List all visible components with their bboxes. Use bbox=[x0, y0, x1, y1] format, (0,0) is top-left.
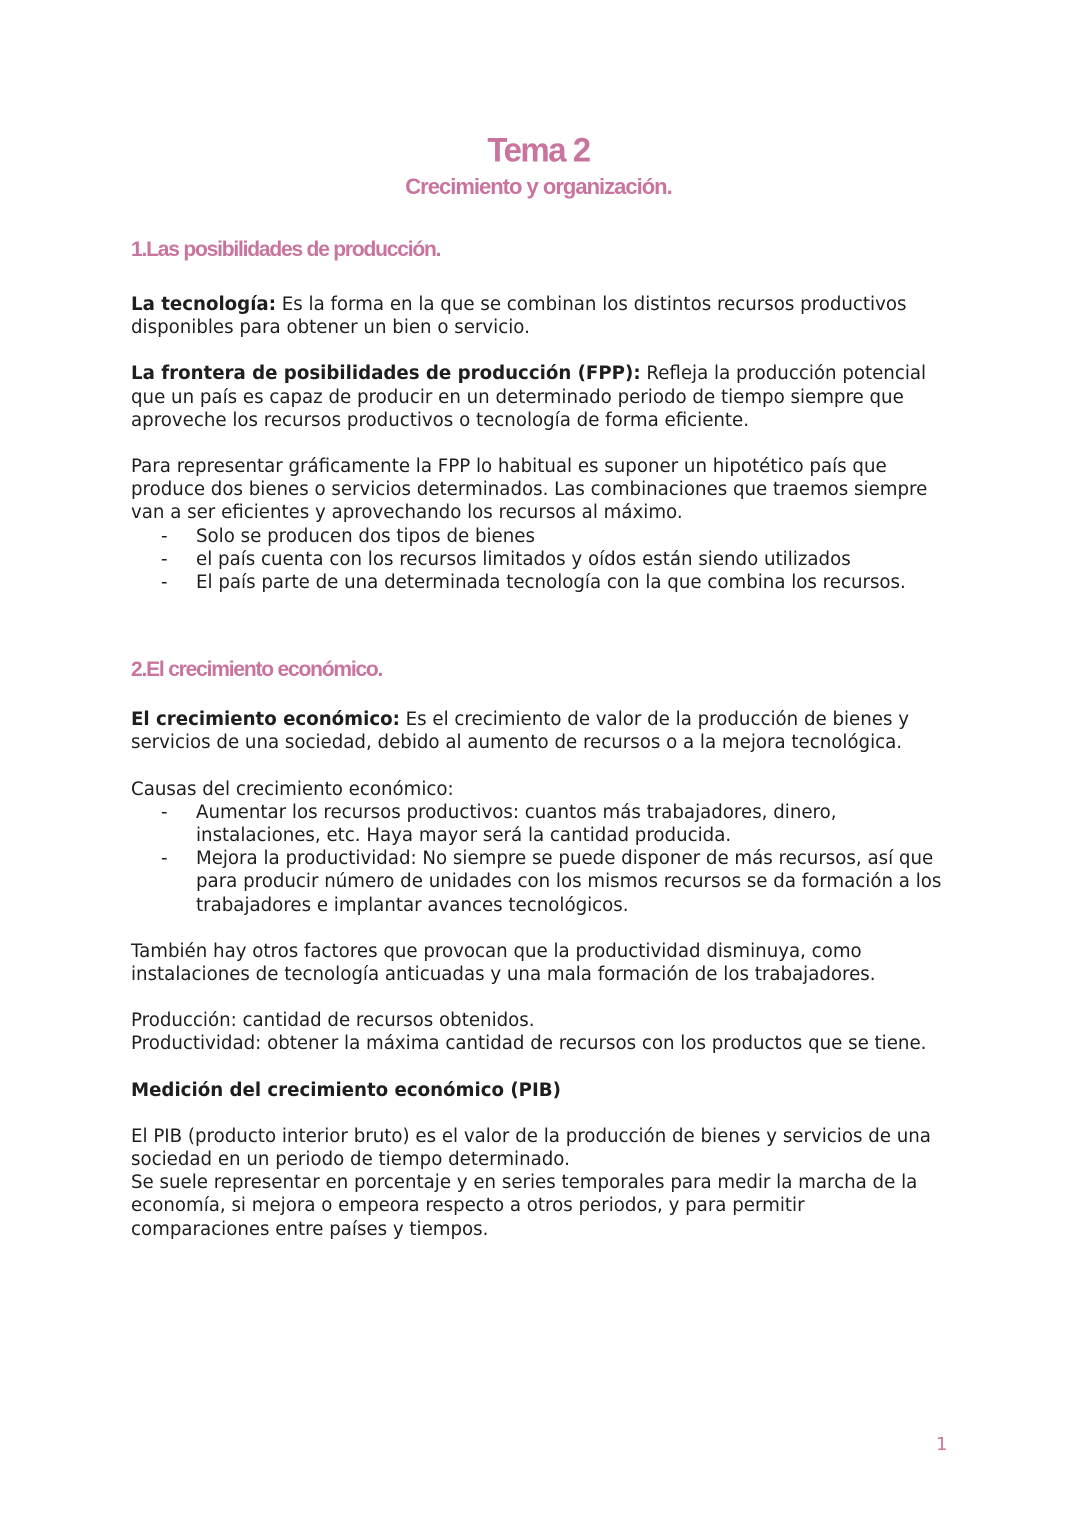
section-heading-posibilidades: 1.Las posibilidades de producción. bbox=[131, 238, 441, 261]
paragraph-pib-representacion: Se suele representar en porcentaje y en series temporales para medir la marcha de la economía, si mejora o empeora respecto a otros periodos, y para permitir comparaciones entre países y tiempos. bbox=[131, 1172, 918, 1240]
definition-crecimiento: Es el crecimiento de valor de la producción de bienes y servicios de una sociedad, debido al aumento de recursos o a la mejora tecnológica. bbox=[131, 709, 909, 754]
fpp-assumptions-list bbox=[131, 525, 946, 595]
paragraph-causas-intro: Causas del crecimiento económico: bbox=[131, 778, 454, 800]
section-heading-crecimiento: 2.El crecimiento económico. bbox=[131, 658, 383, 682]
list-item: - El país parte de una determinada tecnología con la que combina los recursos. bbox=[161, 572, 906, 594]
subheading-pib: Medición del crecimiento económico (PIB) bbox=[131, 1079, 561, 1101]
paragraph-produccion: Producción: cantidad de recursos obtenidos. bbox=[131, 1010, 535, 1032]
page-number: 1 bbox=[936, 1434, 948, 1455]
dash-bullet: - bbox=[161, 548, 168, 570]
list-item: - Solo se producen dos tipos de bienes bbox=[161, 525, 535, 547]
definition-tecnologia: Es la forma en la que se combinan los distintos recursos productivos disponibles para obtener un bien o servicio. bbox=[131, 294, 907, 339]
term-crecimiento: El crecimiento económico: bbox=[131, 709, 400, 731]
paragraph-otros-factores: También hay otros factores que provocan que la productividad disminuya, como instalaciones de tecnología anticuadas y una mala formación de los trabajadores. bbox=[131, 940, 876, 986]
dash-bullet: - bbox=[161, 801, 168, 823]
paragraph-pib: El PIB (producto interior bruto) es el valor de la producción de bienes y servicios de una sociedad en un periodo de tiempo determinado. bbox=[131, 1125, 931, 1171]
document-title: Tema 2 bbox=[487, 130, 590, 169]
list-item: - Aumentar los recursos productivos: cuantos más trabajadores, dinero, instalaciones, etc. Haya mayor será la cantidad producida. bbox=[161, 801, 837, 847]
dash-bullet: - bbox=[161, 572, 168, 594]
paragraph-tecnologia bbox=[131, 293, 946, 339]
causes-list bbox=[131, 801, 946, 917]
list-item: - el país cuenta con los recursos limitados y oídos están siendo utilizados bbox=[161, 548, 851, 570]
term-fpp: La frontera de posibilidades de producción (FPP): bbox=[131, 363, 641, 385]
paragraph-crecimiento bbox=[131, 708, 946, 754]
paragraph-fpp bbox=[131, 362, 946, 432]
paragraph-productividad: Productividad: obtener la máxima cantidad de recursos con los productos que se tiene. bbox=[131, 1033, 927, 1055]
document-subtitle: Crecimiento y organización. bbox=[405, 174, 672, 199]
list-item: - Mejora la productividad: No siempre se puede disponer de más recursos, así que para producir número de unidades con los mismos recursos se da formación a los trabajadores e implantar avances tecnológicos. bbox=[161, 848, 942, 916]
term-tecnologia: La tecnología: bbox=[131, 294, 276, 315]
dash-bullet: - bbox=[161, 848, 168, 870]
definition-fpp: Refleja la producción potencial que un país es capaz de producir en un determinado periodo de tiempo siempre que aproveche los recursos productivos o tecnología de forma eficiente. bbox=[131, 363, 927, 431]
dash-bullet: - bbox=[161, 525, 168, 547]
document-page bbox=[131, 128, 946, 1241]
paragraph-representar: Para representar gráficamente la FPP lo habitual es suponer un hipotético país que produce dos bienes o servicios determinados. Las combinaciones que traemos siempre van a ser eficientes y aprovechando los recursos al máximo. bbox=[131, 456, 928, 524]
